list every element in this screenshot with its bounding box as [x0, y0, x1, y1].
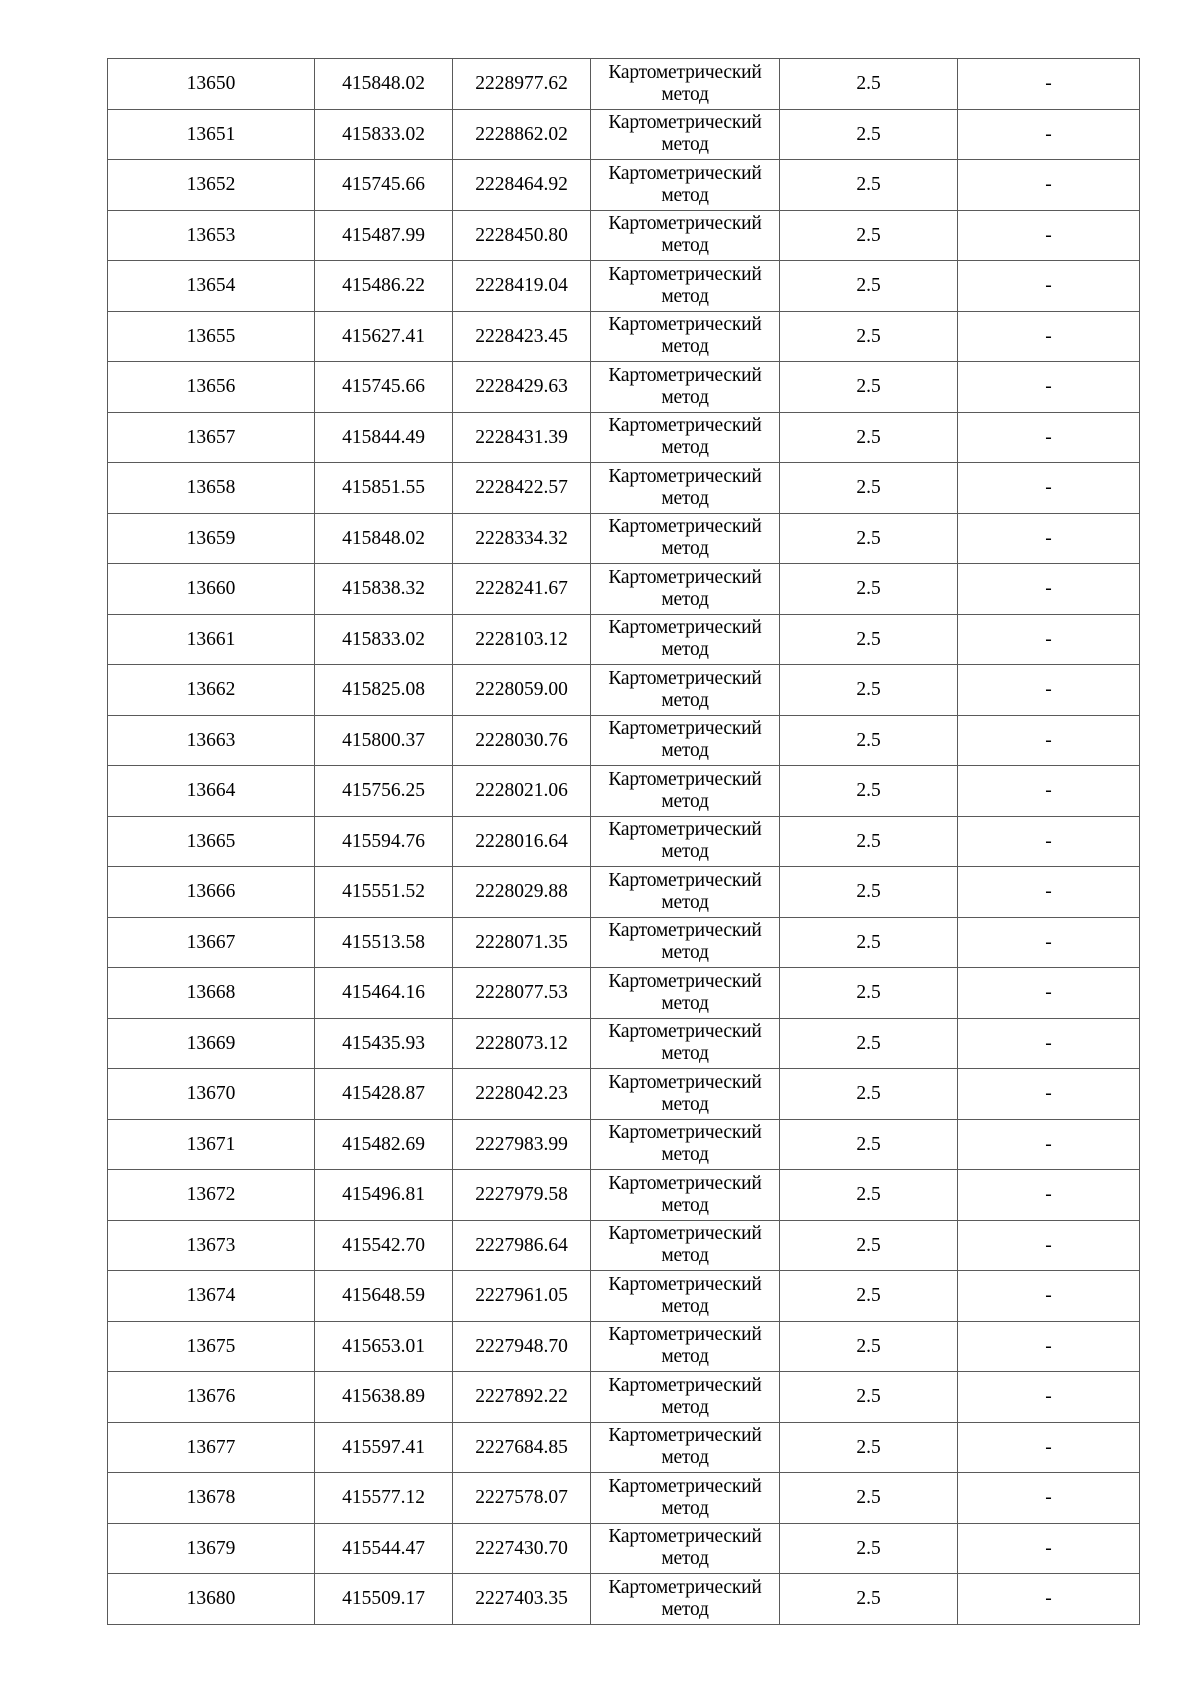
x-coordinate-cell: 415513.58 [315, 917, 453, 968]
x-coordinate-cell: 415848.02 [315, 513, 453, 564]
method-line-1: Картометрический [608, 1172, 762, 1194]
note-cell: - [958, 1523, 1140, 1574]
method-cell [591, 867, 780, 918]
point-number-cell: 13657 [108, 412, 315, 463]
table-row [108, 1422, 1140, 1473]
accuracy-cell: 2.5 [780, 1523, 958, 1574]
method-cell [591, 160, 780, 211]
method-cell [591, 1220, 780, 1271]
note-cell: - [958, 1069, 1140, 1120]
table-row [108, 160, 1140, 211]
x-coordinate-cell: 415509.17 [315, 1574, 453, 1625]
method-line-1: Картометрический [608, 819, 762, 841]
y-coordinate-cell: 2228429.63 [453, 362, 591, 413]
y-coordinate-cell: 2228423.45 [453, 311, 591, 362]
point-number-cell: 13659 [108, 513, 315, 564]
accuracy-cell: 2.5 [780, 210, 958, 261]
table-row [108, 261, 1140, 312]
y-coordinate-cell: 2227578.07 [453, 1473, 591, 1524]
method-cell [591, 362, 780, 413]
table-row [108, 1018, 1140, 1069]
point-number-cell: 13668 [108, 968, 315, 1019]
note-cell: - [958, 1321, 1140, 1372]
method-line-1: Картометрический [608, 61, 762, 83]
accuracy-cell: 2.5 [780, 614, 958, 665]
point-number-cell: 13674 [108, 1271, 315, 1322]
method-cell [591, 766, 780, 817]
table-row [108, 513, 1140, 564]
method-cell [591, 513, 780, 564]
note-cell: - [958, 1473, 1140, 1524]
accuracy-cell: 2.5 [780, 917, 958, 968]
method-line-2: метод [661, 841, 709, 863]
note-cell: - [958, 1119, 1140, 1170]
method-line-2: метод [661, 1144, 709, 1166]
table-row [108, 1170, 1140, 1221]
y-coordinate-cell: 2227892.22 [453, 1372, 591, 1423]
point-number-cell: 13676 [108, 1372, 315, 1423]
table-row [108, 665, 1140, 716]
table-row [108, 109, 1140, 160]
note-cell: - [958, 1574, 1140, 1625]
accuracy-cell: 2.5 [780, 1422, 958, 1473]
note-cell: - [958, 210, 1140, 261]
accuracy-cell: 2.5 [780, 1069, 958, 1120]
method-cell [591, 715, 780, 766]
table-body [108, 59, 1140, 1625]
y-coordinate-cell: 2228073.12 [453, 1018, 591, 1069]
note-cell: - [958, 665, 1140, 716]
table-row [108, 210, 1140, 261]
note-cell: - [958, 362, 1140, 413]
method-line-1: Картометрический [608, 869, 762, 891]
method-line-2: метод [661, 235, 709, 257]
point-number-cell: 13672 [108, 1170, 315, 1221]
accuracy-cell: 2.5 [780, 665, 958, 716]
x-coordinate-cell: 415756.25 [315, 766, 453, 817]
note-cell: - [958, 1271, 1140, 1322]
point-number-cell: 13656 [108, 362, 315, 413]
x-coordinate-cell: 415486.22 [315, 261, 453, 312]
y-coordinate-cell: 2228029.88 [453, 867, 591, 918]
table-row [108, 1220, 1140, 1271]
method-line-1: Картометрический [608, 1374, 762, 1396]
table-row [108, 917, 1140, 968]
method-line-2: метод [661, 336, 709, 358]
method-line-2: метод [661, 386, 709, 408]
method-cell [591, 1170, 780, 1221]
point-number-cell: 13655 [108, 311, 315, 362]
accuracy-cell: 2.5 [780, 1372, 958, 1423]
method-line-1: Картометрический [608, 1475, 762, 1497]
accuracy-cell: 2.5 [780, 109, 958, 160]
method-line-2: метод [661, 891, 709, 913]
x-coordinate-cell: 415487.99 [315, 210, 453, 261]
point-number-cell: 13667 [108, 917, 315, 968]
y-coordinate-cell: 2228021.06 [453, 766, 591, 817]
method-cell [591, 261, 780, 312]
method-line-1: Картометрический [608, 1273, 762, 1295]
x-coordinate-cell: 415648.59 [315, 1271, 453, 1322]
table-row [108, 1372, 1140, 1423]
method-cell [591, 1523, 780, 1574]
accuracy-cell: 2.5 [780, 160, 958, 211]
method-line-1: Картометрический [608, 768, 762, 790]
method-line-1: Картометрический [608, 364, 762, 386]
method-cell [591, 1271, 780, 1322]
y-coordinate-cell: 2227948.70 [453, 1321, 591, 1372]
note-cell: - [958, 614, 1140, 665]
method-line-2: метод [661, 1396, 709, 1418]
note-cell: - [958, 968, 1140, 1019]
accuracy-cell: 2.5 [780, 1321, 958, 1372]
note-cell: - [958, 109, 1140, 160]
method-line-1: Картометрический [608, 112, 762, 134]
x-coordinate-cell: 415833.02 [315, 109, 453, 160]
method-cell [591, 816, 780, 867]
table-row [108, 1271, 1140, 1322]
note-cell: - [958, 311, 1140, 362]
note-cell: - [958, 715, 1140, 766]
method-cell [591, 463, 780, 514]
y-coordinate-cell: 2228059.00 [453, 665, 591, 716]
method-line-2: метод [661, 790, 709, 812]
x-coordinate-cell: 415627.41 [315, 311, 453, 362]
method-line-2: метод [661, 538, 709, 560]
method-line-2: метод [661, 1346, 709, 1368]
y-coordinate-cell: 2227979.58 [453, 1170, 591, 1221]
table-row [108, 1321, 1140, 1372]
method-line-2: метод [661, 184, 709, 206]
note-cell: - [958, 160, 1140, 211]
x-coordinate-cell: 415577.12 [315, 1473, 453, 1524]
x-coordinate-cell: 415544.47 [315, 1523, 453, 1574]
method-line-2: метод [661, 740, 709, 762]
note-cell: - [958, 564, 1140, 615]
accuracy-cell: 2.5 [780, 1220, 958, 1271]
coordinates-table [107, 58, 1140, 1625]
point-number-cell: 13654 [108, 261, 315, 312]
y-coordinate-cell: 2228450.80 [453, 210, 591, 261]
method-line-1: Картометрический [608, 162, 762, 184]
method-cell [591, 614, 780, 665]
point-number-cell: 13677 [108, 1422, 315, 1473]
point-number-cell: 13669 [108, 1018, 315, 1069]
method-line-2: метод [661, 1093, 709, 1115]
method-cell [591, 917, 780, 968]
y-coordinate-cell: 2228419.04 [453, 261, 591, 312]
x-coordinate-cell: 415745.66 [315, 160, 453, 211]
method-line-2: метод [661, 1245, 709, 1267]
y-coordinate-cell: 2228071.35 [453, 917, 591, 968]
method-line-2: метод [661, 1548, 709, 1570]
method-line-2: метод [661, 83, 709, 105]
method-line-1: Картометрический [608, 415, 762, 437]
method-cell [591, 1372, 780, 1423]
y-coordinate-cell: 2228422.57 [453, 463, 591, 514]
method-line-1: Картометрический [608, 617, 762, 639]
accuracy-cell: 2.5 [780, 766, 958, 817]
accuracy-cell: 2.5 [780, 564, 958, 615]
table-row [108, 1119, 1140, 1170]
note-cell: - [958, 917, 1140, 968]
x-coordinate-cell: 415597.41 [315, 1422, 453, 1473]
method-line-2: метод [661, 1043, 709, 1065]
x-coordinate-cell: 415844.49 [315, 412, 453, 463]
method-cell [591, 968, 780, 1019]
method-line-2: метод [661, 588, 709, 610]
method-line-1: Картометрический [608, 718, 762, 740]
x-coordinate-cell: 415435.93 [315, 1018, 453, 1069]
method-line-2: метод [661, 942, 709, 964]
table-row [108, 1473, 1140, 1524]
note-cell: - [958, 766, 1140, 817]
note-cell: - [958, 513, 1140, 564]
method-line-1: Картометрический [608, 314, 762, 336]
method-cell [591, 412, 780, 463]
method-line-2: метод [661, 437, 709, 459]
accuracy-cell: 2.5 [780, 412, 958, 463]
method-line-1: Картометрический [608, 667, 762, 689]
method-line-1: Картометрический [608, 1122, 762, 1144]
method-cell [591, 1574, 780, 1625]
table-row [108, 867, 1140, 918]
point-number-cell: 13650 [108, 59, 315, 110]
point-number-cell: 13663 [108, 715, 315, 766]
table-row [108, 715, 1140, 766]
method-line-2: метод [661, 1194, 709, 1216]
x-coordinate-cell: 415496.81 [315, 1170, 453, 1221]
method-line-1: Картометрический [608, 1071, 762, 1093]
point-number-cell: 13651 [108, 109, 315, 160]
point-number-cell: 13671 [108, 1119, 315, 1170]
accuracy-cell: 2.5 [780, 867, 958, 918]
note-cell: - [958, 1018, 1140, 1069]
y-coordinate-cell: 2227983.99 [453, 1119, 591, 1170]
table-row [108, 463, 1140, 514]
x-coordinate-cell: 415745.66 [315, 362, 453, 413]
x-coordinate-cell: 415851.55 [315, 463, 453, 514]
method-line-1: Картометрический [608, 1021, 762, 1043]
method-line-2: метод [661, 285, 709, 307]
method-cell [591, 109, 780, 160]
y-coordinate-cell: 2228431.39 [453, 412, 591, 463]
method-cell [591, 1422, 780, 1473]
y-coordinate-cell: 2227684.85 [453, 1422, 591, 1473]
x-coordinate-cell: 415848.02 [315, 59, 453, 110]
method-cell [591, 665, 780, 716]
table-row [108, 311, 1140, 362]
y-coordinate-cell: 2228042.23 [453, 1069, 591, 1120]
table-row [108, 1523, 1140, 1574]
method-line-1: Картометрический [608, 920, 762, 942]
table-row [108, 59, 1140, 110]
x-coordinate-cell: 415653.01 [315, 1321, 453, 1372]
note-cell: - [958, 412, 1140, 463]
accuracy-cell: 2.5 [780, 463, 958, 514]
y-coordinate-cell: 2228862.02 [453, 109, 591, 160]
method-line-2: метод [661, 487, 709, 509]
point-number-cell: 13675 [108, 1321, 315, 1372]
x-coordinate-cell: 415428.87 [315, 1069, 453, 1120]
y-coordinate-cell: 2228016.64 [453, 816, 591, 867]
point-number-cell: 13658 [108, 463, 315, 514]
accuracy-cell: 2.5 [780, 59, 958, 110]
table-row [108, 564, 1140, 615]
method-cell [591, 59, 780, 110]
accuracy-cell: 2.5 [780, 1574, 958, 1625]
note-cell: - [958, 1422, 1140, 1473]
method-line-1: Картометрический [608, 1526, 762, 1548]
accuracy-cell: 2.5 [780, 1271, 958, 1322]
method-line-1: Картометрический [608, 1223, 762, 1245]
method-cell [591, 1018, 780, 1069]
point-number-cell: 13660 [108, 564, 315, 615]
note-cell: - [958, 1170, 1140, 1221]
note-cell: - [958, 261, 1140, 312]
y-coordinate-cell: 2227403.35 [453, 1574, 591, 1625]
note-cell: - [958, 816, 1140, 867]
point-number-cell: 13652 [108, 160, 315, 211]
accuracy-cell: 2.5 [780, 1170, 958, 1221]
table-row [108, 766, 1140, 817]
table-row [108, 614, 1140, 665]
table-row [108, 1574, 1140, 1625]
accuracy-cell: 2.5 [780, 311, 958, 362]
table-row [108, 412, 1140, 463]
method-line-2: метод [661, 134, 709, 156]
method-line-2: метод [661, 639, 709, 661]
point-number-cell: 13679 [108, 1523, 315, 1574]
note-cell: - [958, 1372, 1140, 1423]
table-row [108, 1069, 1140, 1120]
point-number-cell: 13665 [108, 816, 315, 867]
note-cell: - [958, 1220, 1140, 1271]
method-line-1: Картометрический [608, 970, 762, 992]
y-coordinate-cell: 2227430.70 [453, 1523, 591, 1574]
y-coordinate-cell: 2228464.92 [453, 160, 591, 211]
x-coordinate-cell: 415464.16 [315, 968, 453, 1019]
accuracy-cell: 2.5 [780, 968, 958, 1019]
y-coordinate-cell: 2228334.32 [453, 513, 591, 564]
point-number-cell: 13661 [108, 614, 315, 665]
method-line-2: метод [661, 1295, 709, 1317]
accuracy-cell: 2.5 [780, 1473, 958, 1524]
x-coordinate-cell: 415838.32 [315, 564, 453, 615]
y-coordinate-cell: 2228103.12 [453, 614, 591, 665]
method-cell [591, 1069, 780, 1120]
note-cell: - [958, 463, 1140, 514]
y-coordinate-cell: 2228077.53 [453, 968, 591, 1019]
method-line-1: Картометрический [608, 1576, 762, 1598]
x-coordinate-cell: 415551.52 [315, 867, 453, 918]
x-coordinate-cell: 415638.89 [315, 1372, 453, 1423]
method-line-1: Картометрический [608, 465, 762, 487]
x-coordinate-cell: 415833.02 [315, 614, 453, 665]
table-row [108, 362, 1140, 413]
accuracy-cell: 2.5 [780, 816, 958, 867]
y-coordinate-cell: 2228030.76 [453, 715, 591, 766]
y-coordinate-cell: 2227961.05 [453, 1271, 591, 1322]
point-number-cell: 13653 [108, 210, 315, 261]
method-line-2: метод [661, 992, 709, 1014]
point-number-cell: 13680 [108, 1574, 315, 1625]
method-cell [591, 210, 780, 261]
method-cell [591, 311, 780, 362]
accuracy-cell: 2.5 [780, 1119, 958, 1170]
point-number-cell: 13670 [108, 1069, 315, 1120]
accuracy-cell: 2.5 [780, 1018, 958, 1069]
point-number-cell: 13666 [108, 867, 315, 918]
method-line-2: метод [661, 689, 709, 711]
method-line-2: метод [661, 1497, 709, 1519]
point-number-cell: 13678 [108, 1473, 315, 1524]
accuracy-cell: 2.5 [780, 362, 958, 413]
method-cell [591, 564, 780, 615]
point-number-cell: 13673 [108, 1220, 315, 1271]
method-line-1: Картометрический [608, 566, 762, 588]
note-cell: - [958, 867, 1140, 918]
x-coordinate-cell: 415800.37 [315, 715, 453, 766]
table-row [108, 968, 1140, 1019]
y-coordinate-cell: 2228977.62 [453, 59, 591, 110]
table-row [108, 816, 1140, 867]
point-number-cell: 13664 [108, 766, 315, 817]
method-line-1: Картометрический [608, 263, 762, 285]
note-cell: - [958, 59, 1140, 110]
method-cell [591, 1473, 780, 1524]
method-cell [591, 1119, 780, 1170]
method-cell [591, 1321, 780, 1372]
method-line-1: Картометрический [608, 516, 762, 538]
y-coordinate-cell: 2228241.67 [453, 564, 591, 615]
point-number-cell: 13662 [108, 665, 315, 716]
method-line-2: метод [661, 1447, 709, 1469]
x-coordinate-cell: 415482.69 [315, 1119, 453, 1170]
accuracy-cell: 2.5 [780, 261, 958, 312]
method-line-1: Картометрический [608, 213, 762, 235]
y-coordinate-cell: 2227986.64 [453, 1220, 591, 1271]
x-coordinate-cell: 415542.70 [315, 1220, 453, 1271]
method-line-1: Картометрический [608, 1324, 762, 1346]
method-line-1: Картометрический [608, 1425, 762, 1447]
x-coordinate-cell: 415594.76 [315, 816, 453, 867]
accuracy-cell: 2.5 [780, 513, 958, 564]
method-line-2: метод [661, 1598, 709, 1620]
accuracy-cell: 2.5 [780, 715, 958, 766]
x-coordinate-cell: 415825.08 [315, 665, 453, 716]
